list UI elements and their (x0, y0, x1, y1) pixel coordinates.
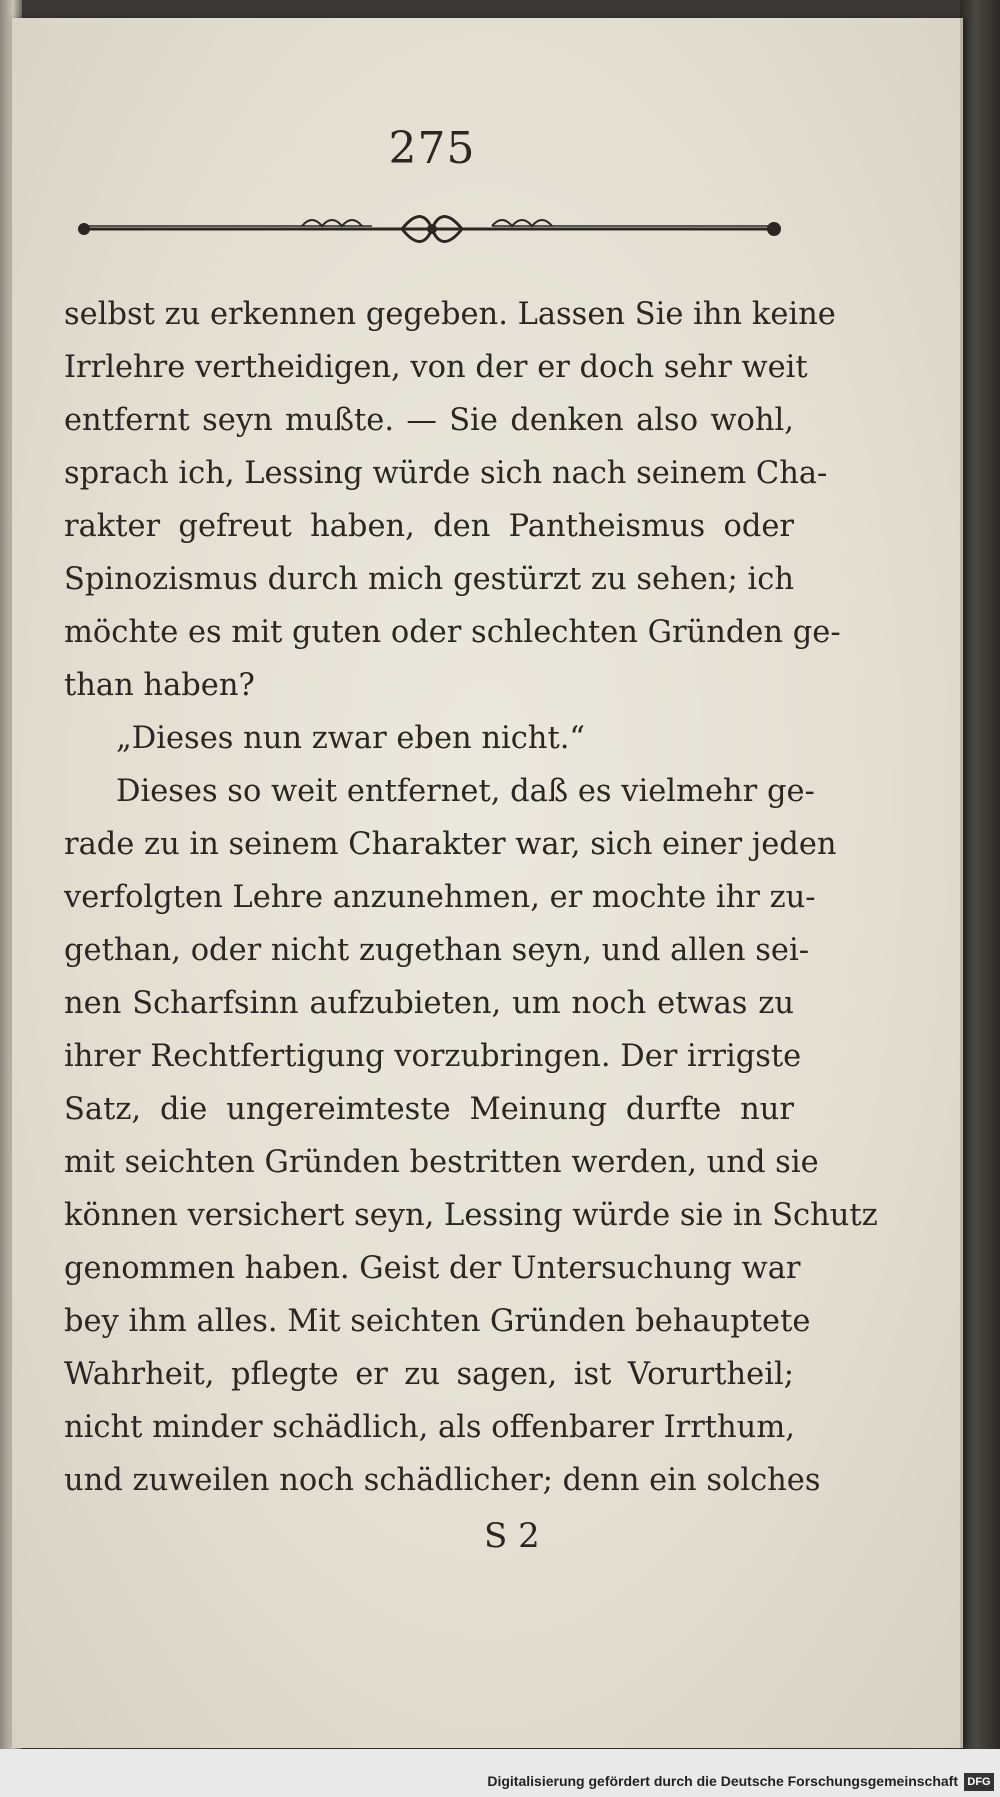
text-line: sprach ich, Lessing würde sich nach seinem Cha- (64, 456, 828, 491)
text-line: nicht minder schädlich, als offenbarer Irrthum, (64, 1410, 795, 1445)
text-line: gethan, oder nicht zugethan seyn, und allen sei- (64, 933, 810, 968)
decorative-rule (72, 204, 792, 254)
text-line: ihrer Rechtfertigung vorzubringen. Der irrigste (64, 1039, 802, 1074)
text-line: genommen haben. Geist der Untersuchung war (64, 1251, 801, 1286)
text-line: bey ihm alles. Mit seichten Gründen behauptete (64, 1304, 811, 1339)
text-line: Wahrheit, pflegte er zu sagen, ist Vorurtheil; (64, 1357, 794, 1392)
text-line: rade zu in seinem Charakter war, sich einer jeden (64, 827, 837, 862)
dfg-logo: DFG (964, 1773, 994, 1791)
text-line: Irrlehre vertheidigen, von der er doch sehr weit (64, 350, 808, 385)
body-text (64, 288, 878, 1507)
text-line: möchte es mit guten oder schlechten Gründen ge- (64, 615, 841, 650)
text-line: verfolgten Lehre anzunehmen, er mochte ihr zu- (64, 880, 816, 915)
text-line: können versichert seyn, Lessing würde sie in Schutz (64, 1198, 878, 1233)
text-line: rakter gefreut haben, den Pantheismus oder (64, 509, 794, 544)
text-line: „Dieses nun zwar eben nicht.“ (116, 721, 585, 756)
text-line: nen Scharfsinn aufzubieten, um noch etwas zu (64, 986, 794, 1021)
book-binding-shadow (960, 0, 1000, 1797)
signature-mark: S 2 (484, 1516, 540, 1556)
footer-bar (0, 1749, 1000, 1797)
funding-credit: Digitalisierung gefördert durch die Deutsche Forschungsgemeinschaft (487, 1773, 958, 1789)
book-page (12, 18, 963, 1748)
text-line: selbst zu erkennen gegeben. Lassen Sie ihn keine (64, 297, 836, 332)
text-line: und zuweilen noch schädlicher; denn ein solches (64, 1463, 821, 1498)
text-line: Spinozismus durch mich gestürzt zu sehen; ich (64, 562, 794, 597)
text-line: mit seichten Gründen bestritten werden, und sie (64, 1145, 819, 1180)
page-number: 275 (388, 123, 476, 174)
text-line: entfernt seyn mußte. — Sie denken also wohl, (64, 403, 794, 438)
text-line: Dieses so weit entfernet, daß es vielmehr ge- (116, 774, 815, 809)
text-line: Satz, die ungereimteste Meinung durfte nur (64, 1092, 794, 1127)
text-line: than haben? (64, 668, 255, 703)
